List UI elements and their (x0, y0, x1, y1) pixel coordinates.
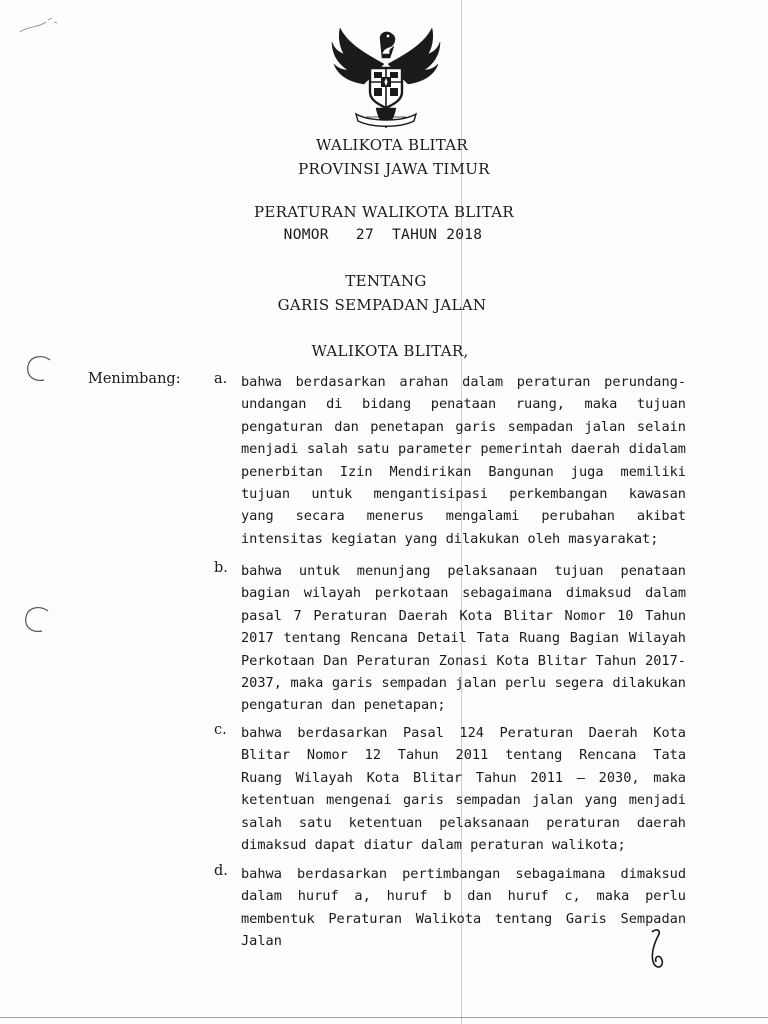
item-text-line: membentuk Peraturan Walikota tentang Garis Sempadan (241, 910, 686, 927)
item-text-line: pengaturan dan penetapan; (241, 697, 446, 714)
item-text-line: bagian wilayah perkotaan sebagaimana dimaksud dalam (241, 585, 686, 602)
item-letter: c. (214, 722, 227, 738)
item-text (241, 371, 686, 550)
item-text-line: yang secara menerus mengalami perubahan akibat (241, 508, 686, 525)
header-provinsi: PROVINSI JAWA TIMUR (298, 160, 490, 178)
header-tentang: TENTANG (345, 272, 427, 290)
handwritten-initial-icon (644, 926, 672, 974)
item-text-line: penerbitan Izin Mendirikan Bangunan juga memiliki (241, 463, 686, 480)
item-text-line: intensitas kegiatan yang dilakukan oleh masyarakat; (241, 530, 659, 547)
header-subject: GARIS SEMPADAN JALAN (277, 296, 487, 314)
item-text-line: bahwa untuk menunjang pelaksanaan tujuan penataan (241, 563, 686, 579)
item-text-line: Jalan (241, 933, 282, 950)
item-text (241, 722, 686, 856)
item-text-line: 2037, maka garis sempadan jalan perlu segera dilakukan (241, 675, 686, 692)
corner-scribble-icon (18, 14, 68, 38)
item-text-line: menjadi salah satu parameter pemerintah daerah didalam (241, 441, 686, 458)
header-walikota-blitar-comma: WALIKOTA BLITAR, (311, 342, 469, 360)
item-text-line: bahwa berdasarkan Pasal 124 Peraturan Daerah Kota (241, 725, 686, 741)
item-text-line: pasal 7 Peraturan Daerah Kota Blitar Nomor 10 Tahun (241, 607, 686, 624)
item-text-line: salah satu ketentuan pelaksanaan peraturan daerah (241, 814, 686, 831)
item-text-line: Blitar Nomor 12 Tahun 2011 tentang Rencana Tata (241, 747, 686, 764)
item-text-line: ketentuan mengenai garis sempadan jalan yang menjadi (241, 792, 686, 809)
item-text (241, 560, 686, 717)
scan-bottom-edge (0, 1017, 768, 1018)
margin-punch-mark-icon (22, 352, 56, 386)
item-text-line: dimaksud dapat diatur dalam peraturan walikota; (241, 837, 626, 854)
item-text-line: Perkotaan Dan Peraturan Zonasi Kota Blitar Tahun 2017- (241, 652, 686, 669)
item-text-line: Ruang Wilayah Kota Blitar Tahun 2011 – 2030, maka (241, 769, 686, 786)
item-text-line: tujuan untuk mengantisipasi perkembangan kawasan (241, 486, 686, 503)
item-text-line: 2017 tentang Rencana Detail Tata Ruang Bagian Wilayah (241, 630, 686, 647)
menimbang-label: Menimbang: (88, 371, 181, 387)
margin-punch-mark-icon (20, 603, 54, 637)
item-text (241, 863, 686, 953)
item-text-line: undangan di bidang penataan ruang, maka tujuan (241, 396, 686, 413)
item-text-line: bahwa berdasarkan pertimbangan sebagaimana dimaksud (241, 866, 686, 882)
garuda-pancasila-emblem-icon (326, 24, 446, 134)
item-letter: a. (214, 371, 228, 387)
header-peraturan-title: PERATURAN WALIKOTA BLITAR (253, 203, 514, 221)
header-nomor: NOMOR 27 TAHUN 2018 (283, 227, 483, 243)
item-text-line: bahwa berdasarkan arahan dalam peraturan perundang- (241, 374, 686, 390)
item-letter: b. (214, 560, 228, 576)
header-walikota-blitar: WALIKOTA BLITAR (316, 136, 468, 154)
item-text-line: dalam huruf a, huruf b dan huruf c, maka perlu (241, 888, 686, 905)
item-letter: d. (214, 863, 228, 879)
item-text-line: pengaturan dan penetapan garis sempadan jalan selain (241, 418, 686, 435)
